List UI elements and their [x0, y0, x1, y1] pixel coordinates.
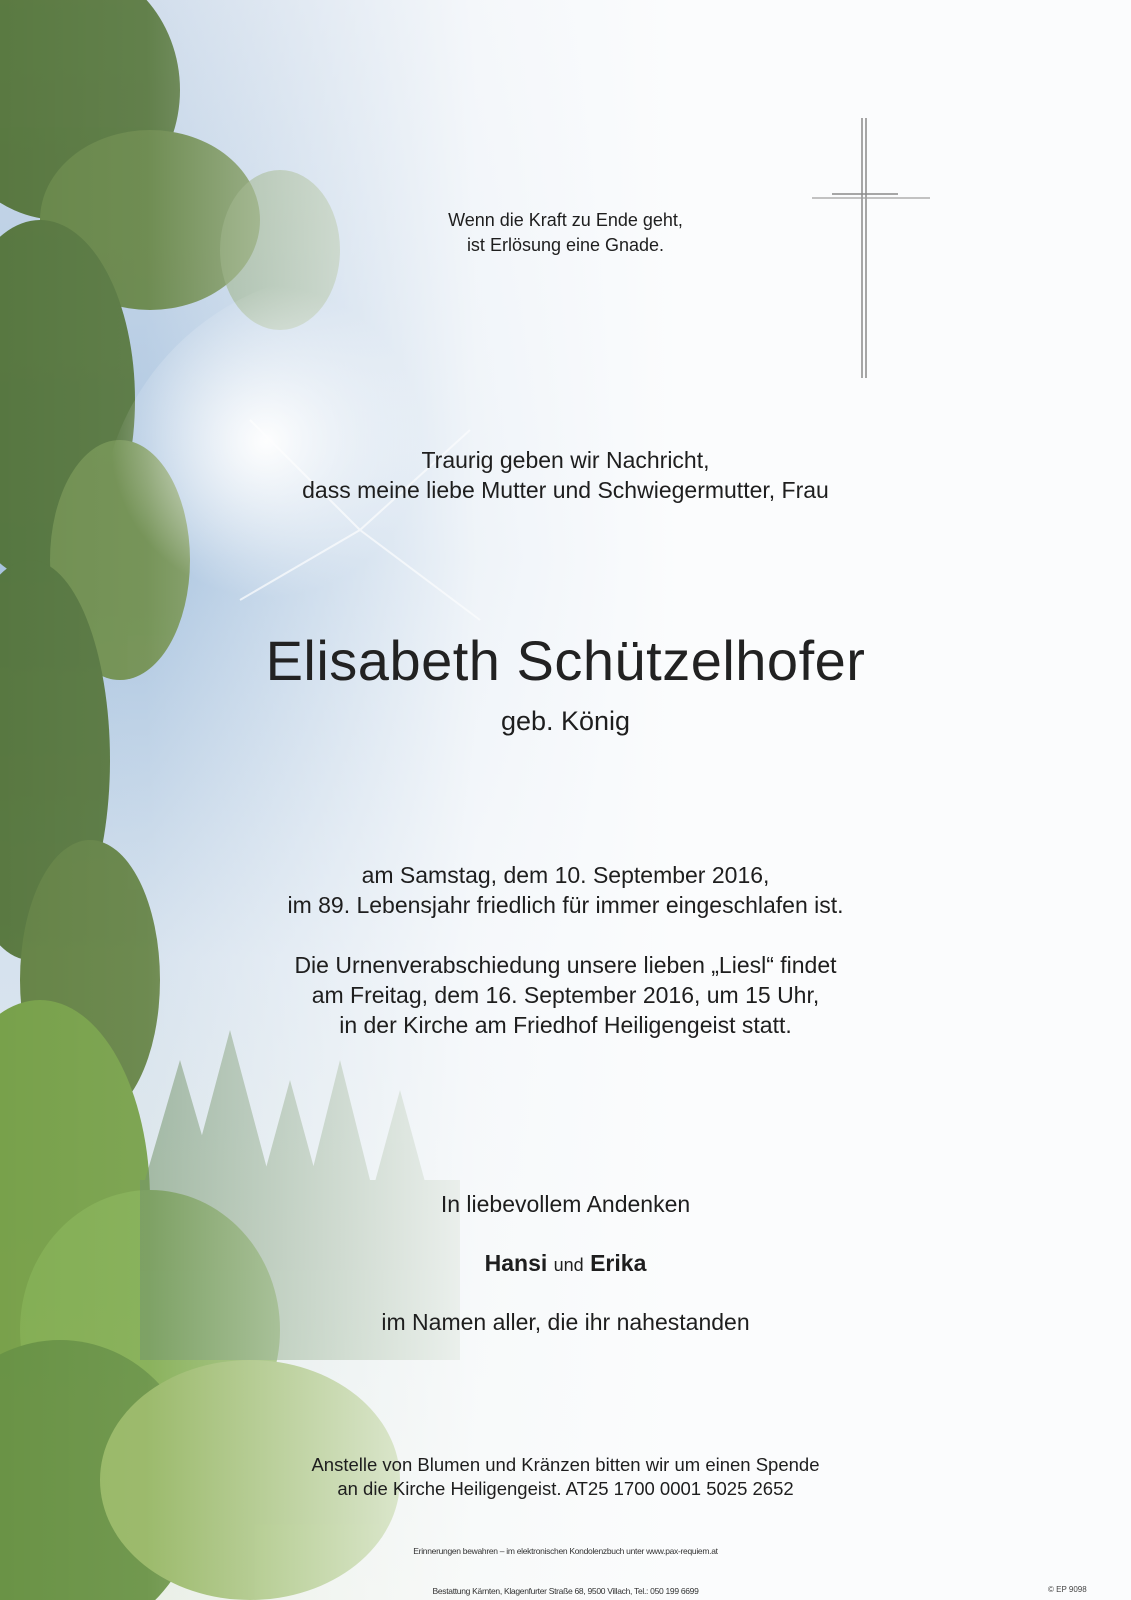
mourner-name: Erika [590, 1250, 647, 1276]
motto-line-2: ist Erlösung eine Gnade. [466, 235, 665, 255]
maiden-name: geb. König [500, 706, 631, 736]
memory-line: In liebevollem Andenken [440, 1191, 691, 1217]
footer-funeral-home: Bestattung Kärnten, Klagenfurter Straße 68, 9500 Villach, Tel.: 050 199 6699 [432, 1586, 699, 1596]
print-code: © EP 9098 [1048, 1585, 1087, 1594]
deceased-name: Elisabeth Schützelhofer [265, 629, 866, 692]
motto-quote [0, 208, 1131, 258]
service-line-3: in der Kirche am Friedhof Heiligengeist statt. [339, 1012, 792, 1038]
intro-line-2: dass meine liebe Mutter und Schwiegermutter, Frau [302, 477, 829, 503]
intro-line-1: Traurig geben wir Nachricht, [421, 447, 710, 473]
death-line-1: am Samstag, dem 10. September 2016, [361, 862, 770, 888]
donation-line-2: an die Kirche Heiligengeist. AT25 1700 0001 5025 2652 [337, 1478, 794, 1499]
mourner-conjunction: und [553, 1255, 584, 1275]
announcement-intro [0, 445, 1131, 505]
death-details [0, 860, 1131, 920]
motto-line-1: Wenn die Kraft zu Ende geht, [448, 210, 683, 230]
footer-condolence-note: Erinnerungen bewahren – im elektronischen Kondolenzbuch unter www.pax-requiem.at [413, 1546, 718, 1556]
mourners-names [0, 1248, 1131, 1280]
funeral-service-details [0, 950, 1131, 1040]
donation-line-1: Anstelle von Blumen und Kränzen bitten wir um einen Spende [311, 1454, 820, 1475]
donation-request [0, 1453, 1131, 1501]
mourner-name: Hansi [484, 1250, 548, 1276]
death-line-2: im 89. Lebensjahr friedlich für immer eingeschlafen ist. [287, 892, 844, 918]
service-line-1: Die Urnenverabschiedung unsere lieben „Liesl“ findet [294, 952, 837, 978]
service-line-2: am Freitag, dem 16. September 2016, um 15 Uhr, [311, 982, 820, 1008]
mourners-others: im Namen aller, die ihr nahestanden [381, 1309, 750, 1335]
